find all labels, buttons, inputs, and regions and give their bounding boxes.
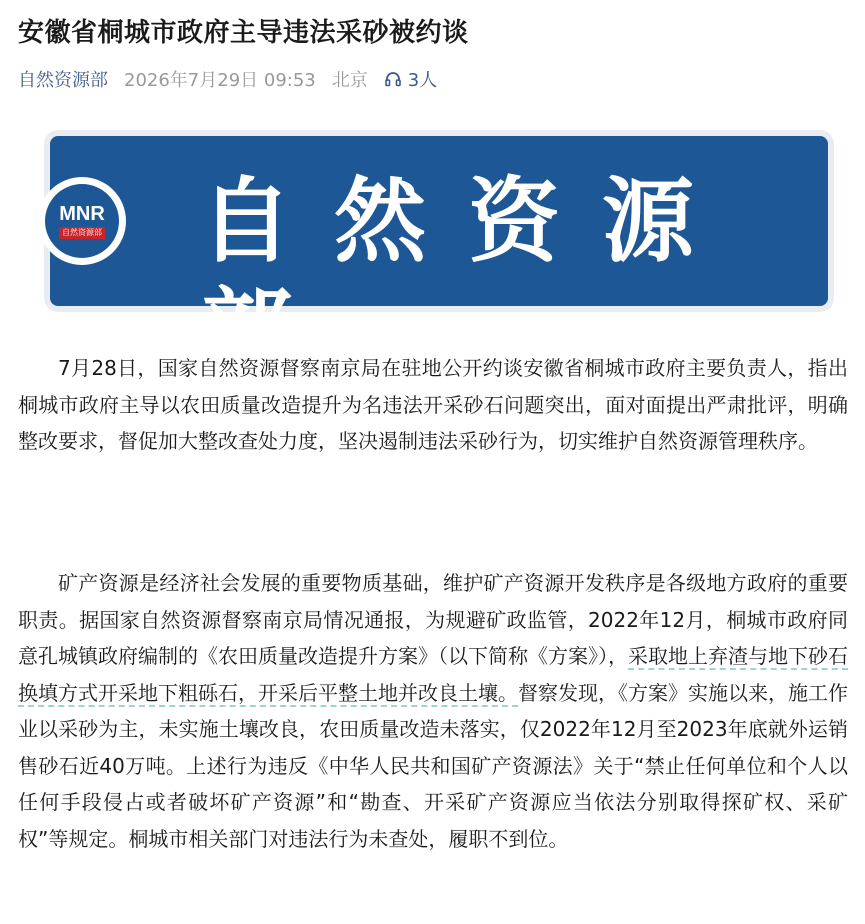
banner-text: 自然资源部 <box>200 167 737 385</box>
logo-subtext: 自然资源部 <box>59 227 105 239</box>
listener-count: 3人 <box>407 70 438 91</box>
listen-button[interactable] <box>384 66 437 92</box>
headphones-icon <box>384 70 402 88</box>
mnr-logo <box>38 177 126 265</box>
article-source-link[interactable]: 自然资源部 <box>18 70 108 91</box>
paragraph-2-part-c: 督察发现，《方案》实施以来，施工作业以采砂为主，未实施土壤改良，农田质量改造未落实，仅2022年12月至2023年底就外运销售砂石近40万吨。上述行为违反《中华人民共和国矿产资源法》关于“禁止任何单位和个人以任何手段侵占或者破坏矿产资源”和“勘查、开采矿产资源应当依法分别取得探矿权、采矿权”等规定。桐城市相关部门对违法行为未查处，履职不到位。 <box>18 680 848 851</box>
ministry-banner <box>50 136 828 385</box>
paragraph-2 <box>18 565 848 857</box>
article-title: 安徽省桐城市政府主导违法采砂被约谈 <box>18 18 469 48</box>
article-location: 北京 <box>331 70 368 91</box>
logo-text: MNR <box>59 202 105 225</box>
paragraph-2-highlight[interactable]: 采取地上弃渣与地下砂石换填方式开采地下粗砾石，开采后平整土地并改良土壤。 <box>18 644 848 705</box>
article-date: 2026年7月29日 09:53 <box>124 70 316 91</box>
article-meta <box>18 66 437 92</box>
paragraph-2-part-a: 矿产资源是经济社会发展的重要物质基础，维护矿产资源开发秩序是各级地方政府的重要职责。据国家自然资源督察南京局情况通报，为规避矿政监管，2022年12月，桐城市政府同意孔城镇政府编制的《农田质量改造提升方案》（以下简称《方案》）， <box>18 571 848 668</box>
paragraph-1: 7月28日，国家自然资源督察南京局在驻地公开约谈安徽省桐城市政府主要负责人，指出桐城市政府主导以农田质量改造提升为名违法开采砂石问题突出，面对面提出严肃批评，明确整改要求，督促加大整改查处力度，坚决遏制违法采砂行为，切实维护自然资源管理秩序。 <box>18 356 848 453</box>
